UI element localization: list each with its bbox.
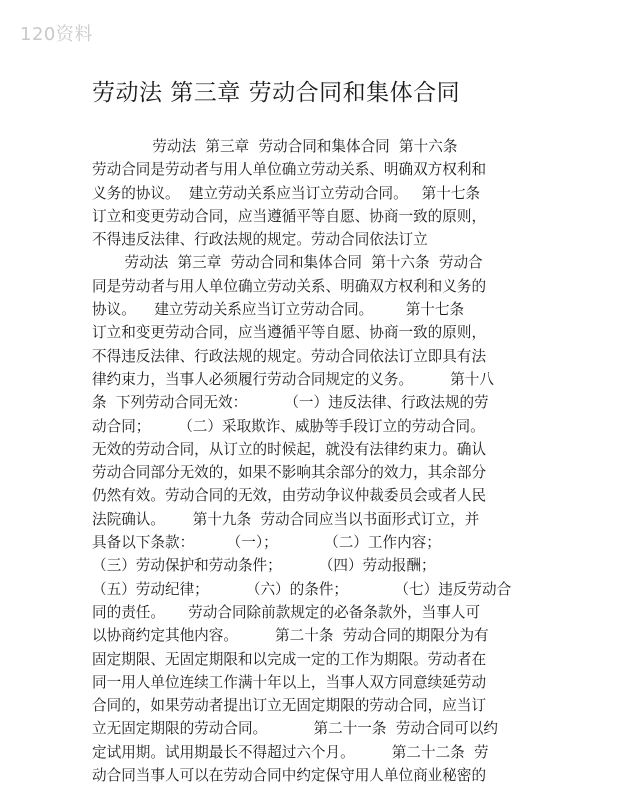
text-line: 同的责任。 劳动合同除前款规定的必备条款外，当事人可	[92, 603, 481, 621]
text-line: 不得违反法律、行政法规的规定。劳动合同依法订立即具有法	[92, 347, 487, 365]
text-line: 法院确认。 第十九条 劳动合同应当以书面形式订立，并	[92, 510, 480, 528]
text-line: 订立和变更劳动合同，应当遵循平等自愿、协商一致的原则，	[92, 324, 487, 342]
text-line: 劳动合同部分无效的，如果不影响其余部分的效力，其余部分	[92, 464, 487, 482]
text-line: 不得违反法律、行政法规的规定。劳动合同依法订立	[92, 231, 428, 249]
text-line: 动合同当事人可以在劳动合同中约定保守用人单位商业秘密的	[92, 767, 487, 785]
text-line: 合同的，如果劳动者提出订立无固定期限的劳动合同，应当订	[92, 697, 487, 715]
text-line: 义务的协议。 建立劳动关系应当订立劳动合同。 第十七条	[92, 184, 481, 202]
text-line: 劳动法 第三章 劳动合同和集体合同 第十六条 劳动合	[92, 254, 483, 272]
document-body	[92, 135, 532, 787]
text-line: 定试用期。试用期最长不得超过六个月。 第二十二条 劳	[92, 743, 489, 761]
watermark-logo: 120资料	[20, 24, 93, 45]
text-line: 动合同； （二）采取欺诈、威胁等手段订立的劳动合同。	[92, 417, 485, 435]
text-line: 固定期限、无固定期限和以完成一定的工作为期限。劳动者在	[92, 650, 487, 668]
text-line: （三）劳动保护和劳动条件； （四）劳动报酬；	[92, 557, 436, 575]
text-line: 仍然有效。劳动合同的无效，由劳动争议仲裁委员会或者人民	[92, 487, 487, 505]
text-line: 立无固定期限的劳动合同。 第二十一条 劳动合同可以约	[92, 720, 498, 738]
text-line: 订立和变更劳动合同，应当遵循平等自愿、协商一致的原则，	[92, 207, 487, 225]
text-line: 协议。 建立劳动关系应当订立劳动合同。 第十七条	[92, 301, 465, 319]
text-line: （五）劳动纪律； （六）的条件； （七）违反劳动合	[92, 580, 512, 598]
text-line: 具备以下条款： （一）； （二）工作内容；	[92, 534, 441, 552]
text-line: 劳动法 第三章 劳动合同和集体合同 第十六条	[92, 138, 458, 155]
text-line: 以协商约定其他内容。 第二十条 劳动合同的期限分为有	[92, 627, 489, 645]
text-line: 同是劳动者与用人单位确立劳动关系、明确双方权利和义务的	[92, 277, 487, 295]
text-line: 无效的劳动合同，从订立的时候起，就没有法律约束力。确认	[92, 440, 487, 458]
text-line: 同一用人单位连续工作满十年以上，当事人双方同意续延劳动	[92, 673, 487, 691]
text-line: 劳动合同是劳动者与用人单位确立劳动关系、明确双方权利和	[92, 161, 487, 179]
text-line: 律约束力，当事人必须履行劳动合同规定的义务。 第十八	[92, 370, 494, 388]
page-title: 劳动法 第三章 劳动合同和集体合同	[92, 80, 461, 106]
text-line: 条 下列劳动合同无效： （一）违反法律、行政法规的劳	[92, 394, 489, 412]
